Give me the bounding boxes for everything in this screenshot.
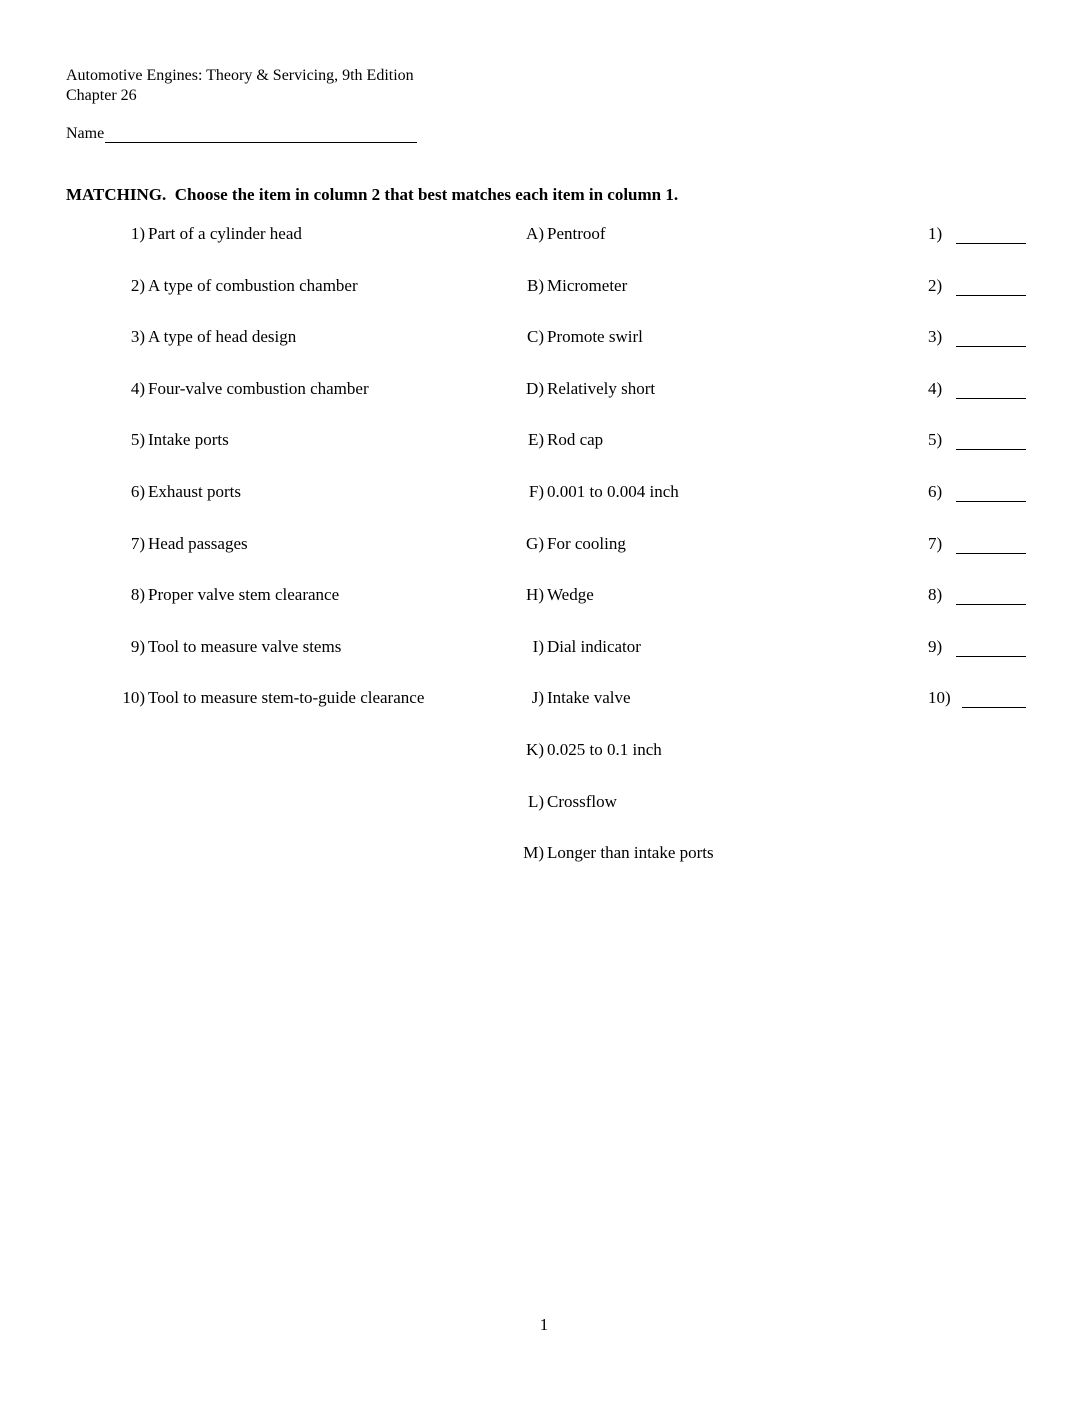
column2-item-text: Intake valve	[547, 688, 631, 708]
answer-number: 10)	[928, 688, 951, 708]
column2-item-letter: K)	[526, 740, 544, 759]
column1-item-text: Tool to measure valve stems	[148, 636, 342, 656]
column2-item-text: 0.025 to 0.1 inch	[547, 740, 662, 759]
column1-item-text: Proper valve stem clearance	[148, 585, 340, 605]
name-field-row	[66, 125, 417, 143]
column2-item-text: Longer than intake ports	[547, 843, 714, 863]
column1-item-number: 1)	[130, 224, 145, 243]
book-title: Automotive Engines: Theory & Servicing, 9th Edition	[66, 67, 414, 84]
answer-row	[928, 276, 1026, 296]
column1-item	[110, 482, 241, 502]
answer-row	[928, 688, 1026, 708]
column2-item	[508, 327, 643, 347]
answer-blank[interactable]	[956, 277, 1026, 296]
column2-item-text: Wedge	[547, 585, 594, 605]
column1-item-text: Intake ports	[148, 430, 229, 450]
column2-item-letter: G)	[526, 533, 544, 553]
answer-row	[928, 637, 1026, 657]
column2-item-text: Micrometer	[547, 275, 628, 295]
column1-item-number: 8)	[130, 585, 145, 605]
column2-item-text: Rod cap	[547, 430, 604, 450]
column2-item-text: Dial indicator	[547, 636, 641, 656]
column1-item-text: A type of combustion chamber	[148, 275, 358, 295]
answer-number: 8)	[928, 585, 943, 605]
column1-item-text: Four-valve combustion chamber	[148, 378, 369, 398]
answer-blank[interactable]	[956, 638, 1026, 657]
column2-item-text: 0.001 to 0.004 inch	[547, 482, 679, 501]
column2-item-letter: H)	[526, 585, 544, 605]
column1-item	[110, 379, 369, 399]
chapter-label: Chapter 26	[66, 87, 137, 104]
column1-item-text: Part of a cylinder head	[148, 224, 302, 243]
column2-item	[508, 430, 603, 450]
column1-item-number: 5)	[130, 430, 145, 450]
column1-item-number: 2)	[130, 275, 145, 295]
column2-item	[508, 740, 662, 760]
column2-item	[508, 688, 631, 708]
column2-item	[508, 379, 655, 399]
column2-item	[508, 276, 627, 296]
column2-item-letter: A)	[526, 224, 544, 243]
column2-item	[508, 792, 617, 812]
matching-instructions: MATCHING. Choose the item in column 2 that best matches each item in column 1.	[66, 185, 679, 204]
answer-blank[interactable]	[956, 586, 1026, 605]
answer-row	[928, 585, 1026, 605]
answer-row	[928, 482, 1026, 502]
column1-item	[110, 224, 302, 244]
column2-item-letter: B)	[527, 275, 544, 295]
column2-item-text: Relatively short	[547, 378, 656, 398]
page-number: 1	[539, 1315, 549, 1334]
column2-item	[508, 843, 714, 863]
answer-number: 2)	[928, 275, 943, 295]
answer-row	[928, 327, 1026, 347]
column1-item	[110, 430, 229, 450]
answer-number: 3)	[928, 327, 943, 347]
column1-item-number: 7)	[130, 533, 145, 553]
answer-blank[interactable]	[956, 380, 1026, 399]
answer-number: 9)	[928, 636, 943, 656]
answer-row	[928, 379, 1026, 399]
column2-item-text: Promote swirl	[547, 327, 643, 347]
answer-blank[interactable]	[956, 225, 1026, 244]
answer-blank[interactable]	[962, 689, 1026, 708]
answer-row	[928, 224, 1026, 244]
answer-number: 7)	[928, 533, 943, 553]
column1-item	[110, 276, 358, 296]
column1-item-number: 3)	[130, 327, 145, 347]
answer-blank[interactable]	[956, 535, 1026, 554]
answer-blank[interactable]	[956, 431, 1026, 450]
answer-blank[interactable]	[956, 483, 1026, 502]
document-header	[66, 66, 414, 106]
column1-item-text: Tool to measure stem-to-guide clearance	[148, 688, 425, 708]
column1-item-text: Exhaust ports	[148, 482, 242, 501]
column2-item-letter: C)	[527, 327, 544, 347]
answer-row	[928, 534, 1026, 554]
answer-number: 4)	[928, 378, 943, 398]
column2-item-text: Pentroof	[547, 224, 606, 243]
column1-item-text: Head passages	[148, 533, 248, 553]
column2-item-letter: J)	[531, 688, 544, 708]
column1-item	[110, 637, 341, 657]
column2-item-letter: M)	[523, 843, 544, 863]
column2-item	[508, 482, 679, 502]
column2-item-letter: E)	[527, 430, 544, 450]
column2-item-letter: D)	[526, 378, 544, 398]
column1-item	[110, 585, 339, 605]
column1-item-number: 9)	[130, 636, 145, 656]
answer-number: 5)	[928, 430, 943, 450]
answer-number: 6)	[928, 482, 943, 501]
column2-item	[508, 224, 606, 244]
answer-blank[interactable]	[956, 328, 1026, 347]
answer-number: 1)	[928, 224, 943, 243]
name-label: Name	[66, 125, 105, 142]
column1-item-number: 6)	[130, 482, 145, 501]
column2-item	[508, 637, 641, 657]
column2-item-text: Crossflow	[547, 791, 617, 811]
column2-item-letter: L)	[527, 791, 544, 811]
column1-item	[110, 327, 296, 347]
answer-row	[928, 430, 1026, 450]
column2-item-letter: F)	[528, 482, 544, 501]
column1-item-text: A type of head design	[148, 327, 297, 347]
column2-item	[508, 585, 594, 605]
name-blank-line[interactable]	[105, 125, 417, 143]
column1-item-number: 10)	[122, 688, 145, 708]
column1-item-number: 4)	[130, 378, 145, 398]
column1-item	[110, 688, 424, 708]
column2-item-text: For cooling	[547, 533, 626, 553]
column2-item	[508, 534, 626, 554]
column1-item	[110, 534, 248, 554]
column2-item-letter: I)	[532, 636, 544, 656]
